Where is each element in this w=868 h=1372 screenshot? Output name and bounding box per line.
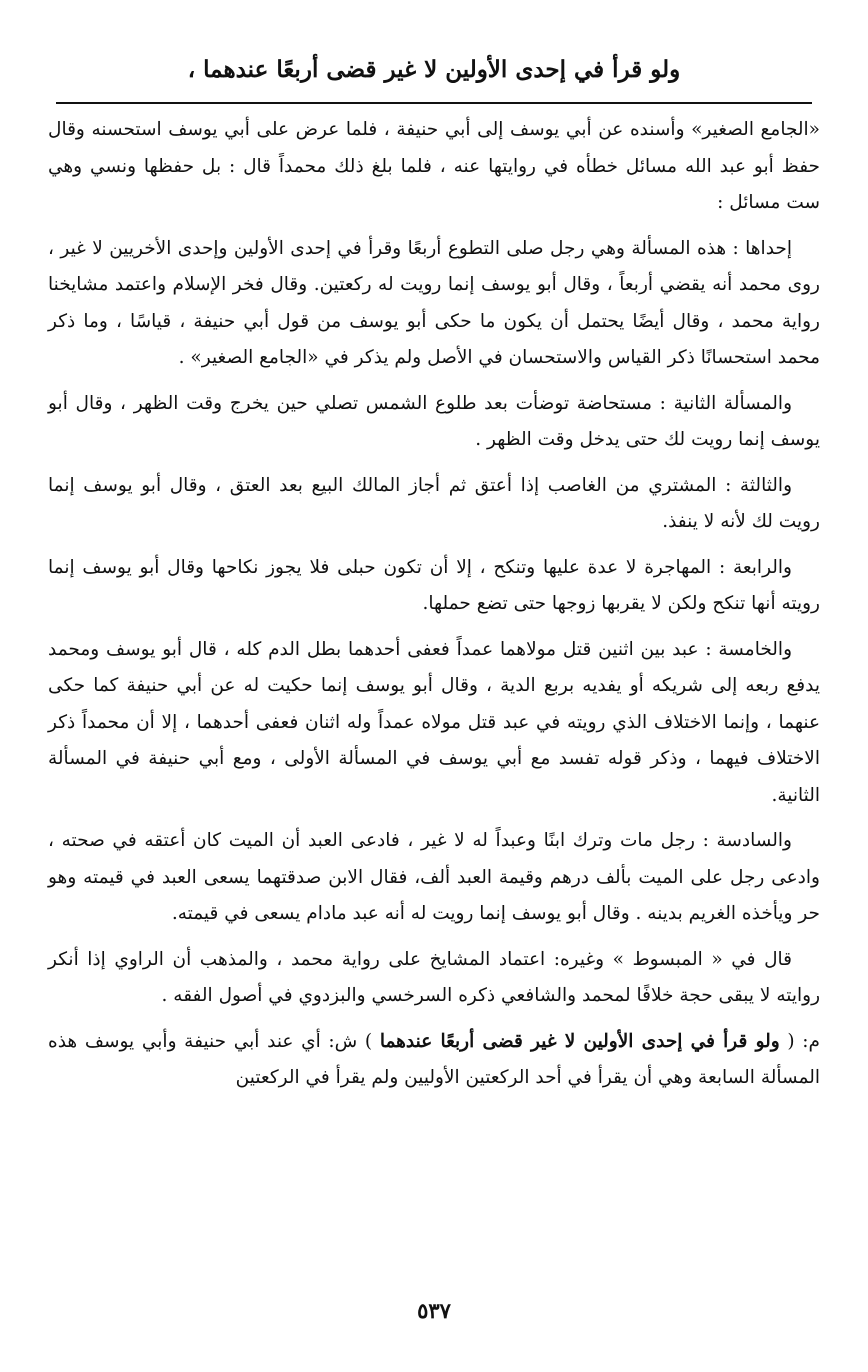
matn-quote: ولو قرأ في إحدى الأولين لا غير قضى أربعًا عندهما [379, 1030, 780, 1052]
page-number: ٥٣٧ [417, 1298, 451, 1323]
paragraph-fourth-issue: والرابعة : المهاجرة لا عدة عليها وتنكح ، إلا أن تكون حبلى فلا يجوز نكاحها وقال أبو يوسف إنما رويته أنها تنكح ولكن لا يقربها زوجها حتى تضع حملها. [48, 556, 820, 614]
paragraph-continuation: «الجامع الصغير» وأسنده عن أبي يوسف إلى أبي حنيفة ، فلما عرض على أبي يوسف استحسنه وقال حفظ أبو عبد الله مسائل خطأه في روايتها عنه ، فلما بلغ ذلك محمداً قال : بل حفظها ونسي وهي ست مسائل : [48, 119, 820, 213]
paragraph-first-issue: إحداها : هذه المسألة وهي رجل صلى التطوع أربعًا وقرأ في إحدى الأولين وإحدى الأخريين لا غير ، روى محمد أنه يقضي أربعاً ، وقال أبو يوسف إنما رويت له ركعتين. وقال فخر الإسلام واعتمد مشايخنا رواية محمد ، وقال أيضًا يحتمل أن يكون ما حكى أبو يوسف من قول أبي حنيفة ، قياسًا ، وما ذكر محمد استحسانًا ذكر القياس والاستحسان في الأصل ولم يذكر في «الجامع الصغير» . [48, 237, 820, 368]
paragraph-mabsut-note: قال في « المبسوط » وغيره: اعتماد المشايخ على رواية محمد ، والمذهب أن الراوي إذا أنكر روايته لا يبقى حجة خلافًا لمحمد والشافعي ذكره السرخسي والبزدوي في أصول الفقه . [48, 948, 820, 1006]
page-body [48, 112, 820, 1106]
paragraph-second-issue: والمسألة الثانية : مستحاضة توضأت بعد طلوع الشمس تصلي حين يخرج وقت الظهر ، وقال أبو يوسف إنما رويت لك حتى يدخل وقت الظهر . [48, 392, 820, 450]
matn-prefix: م: ( [787, 1030, 820, 1052]
paragraph-fifth-issue: والخامسة : عبد بين اثنين قتل مولاهما عمداً فعفى أحدهما بطل الدم كله ، قال أبو يوسف ومحمد يدفع ربعه إلى شريكه أو يفديه بربع الدية ، وقال أبو يوسف إنما حكيت له عن أبي حنيفة كما حكى عنهما ، وإنما الاختلاف الذي رويته في عبد قتل مولاه عمداً وله اثنان فعفى أحدهما ، إلا أن محمداً ذكر الاختلاف فيهما ، وذكر قوله تفسد مع أبي يوسف في المسألة الأولى ، ومع أبي حنيفة في المسألة الثانية. [48, 638, 820, 806]
paragraph-third-issue: والثالثة : المشتري من الغاصب إذا أعتق ثم أجاز المالك البيع بعد العتق ، وقال أبو يوسف إنما رويت لك لأنه لا ينفذ. [48, 474, 820, 532]
sharh-text: ) ش: أي عند أبي حنيفة وأبي يوسف هذه المسألة السابعة وهي أن يقرأ في أحد الركعتين الأوليين ولم يقرأ في الركعتين [48, 1030, 820, 1088]
header-divider [56, 102, 812, 104]
paragraph-matn-commentary [48, 1024, 820, 1097]
running-header: ولو قرأ في إحدى الأولين لا غير قضى أربعًا عندهما ، [187, 56, 681, 83]
paragraph-sixth-issue: والسادسة : رجل مات وترك ابنًا وعبداً له لا غير ، فادعى العبد أن الميت كان أعتقه في صحته ، وادعى رجل على الميت بألف درهم وقيمة العبد ألف، فقال الابن صدقتهما يسعى العبد في قيمته وهو حر ويأخذه الغريم بدينه . وقال أبو يوسف إنما رويت له أنه عبد مادام يسعى في قيمته. [48, 830, 820, 924]
